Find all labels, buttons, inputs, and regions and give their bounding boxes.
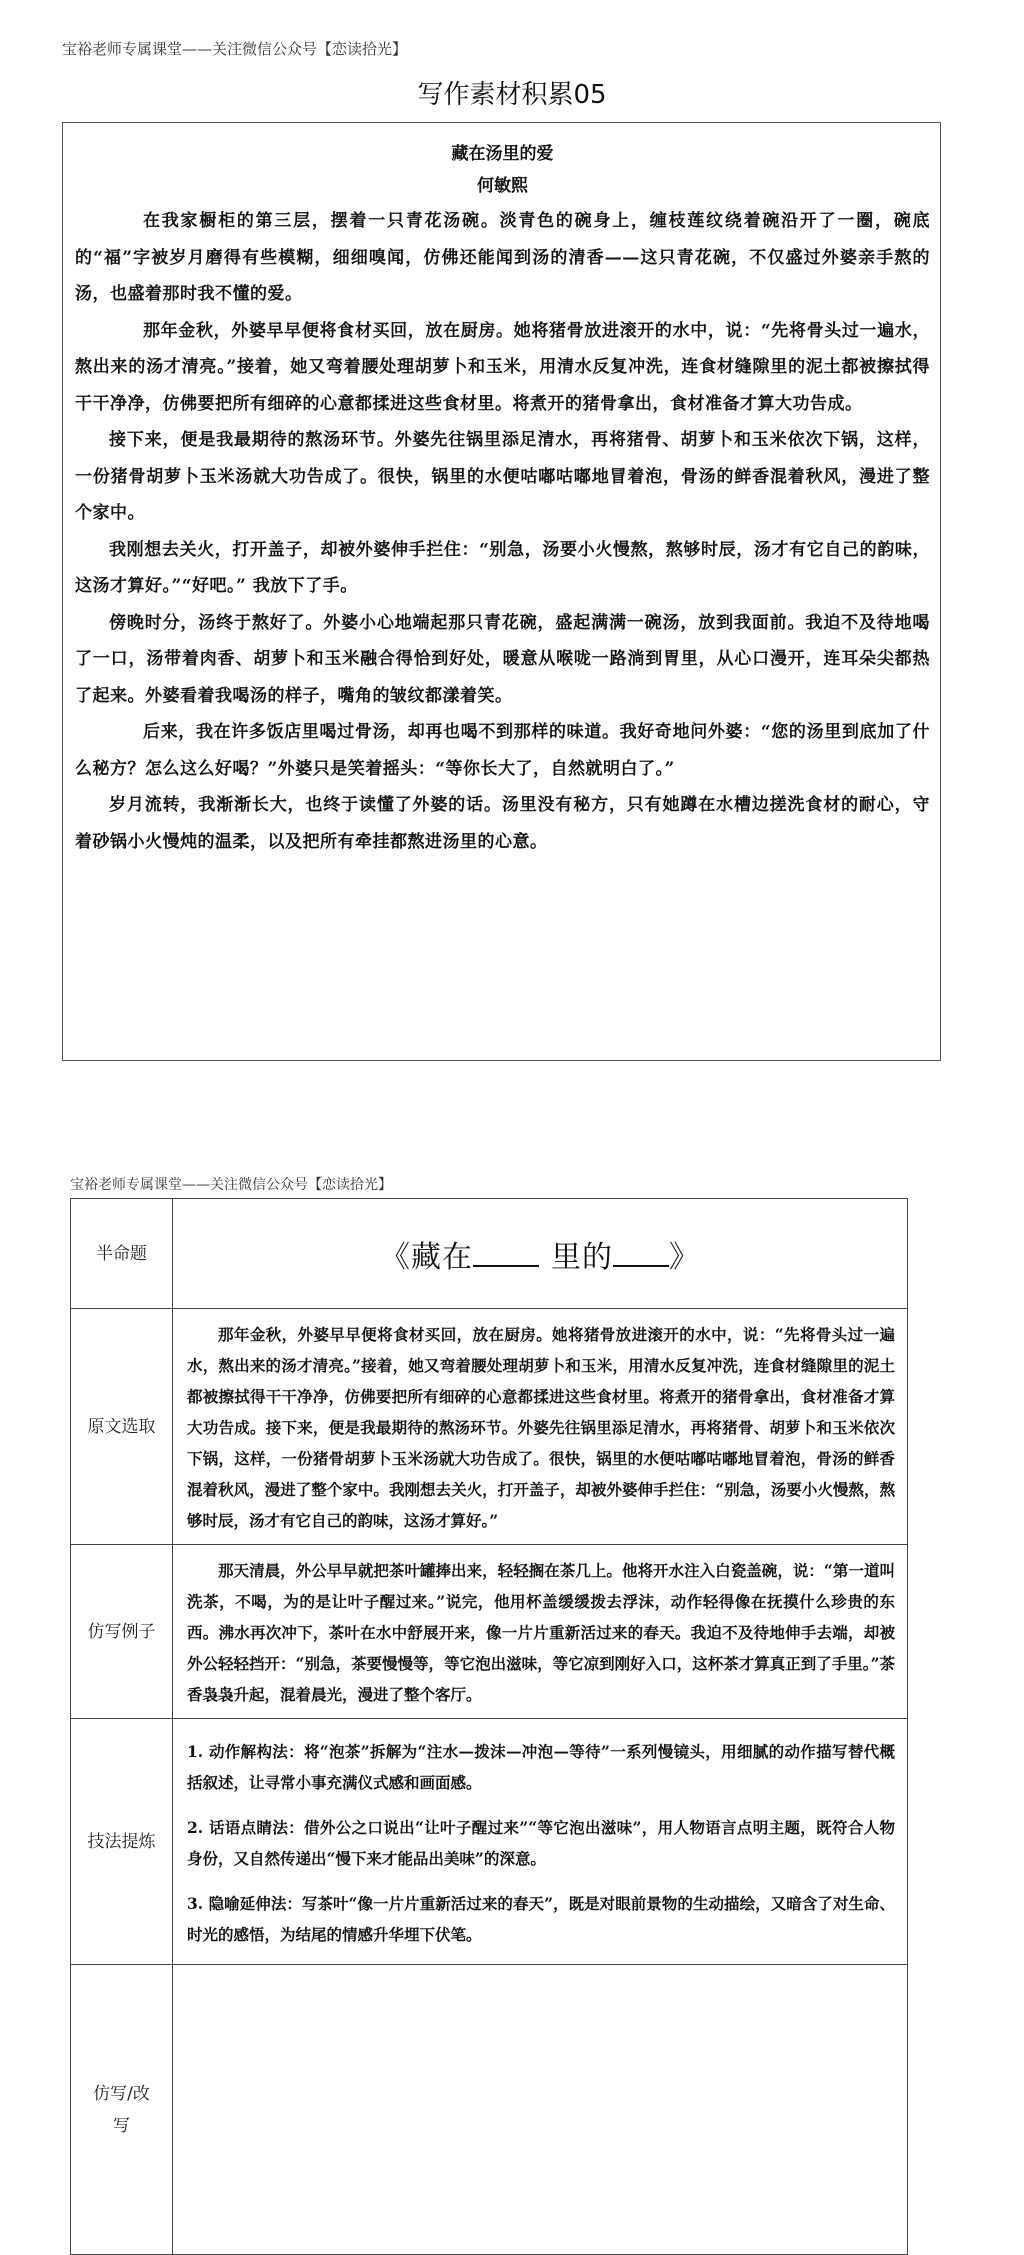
- essay-paragraph: 那年金秋，外婆早早便将食材买回，放在厨房。她将猪骨放进滚开的水中，说：“先将骨头过一遍水，熬出来的汤才清亮。”接着，她又弯着腰处理胡萝卜和玉米，用清水反复冲洗，连食材缝隙里的泥土都被擦拭得干干净净，仿佛要把所有细碎的心意都揉进这些食材里。将煮开的猪骨拿出，食材准备才算大功告成。: [75, 320, 930, 414]
- essay-paragraph: 在我家橱柜的第三层，摆着一只青花汤碗。淡青色的碗身上，缠枝莲纹绕着碗沿开了一圈，碗底的“福”字被岁月磨得有些模糊，细细嗅闻，仿佛还能闻到汤的清香——这只青花碗，不仅盛过外婆亲手熬的汤，也盛着那时我不懂的爱。: [75, 211, 930, 304]
- essay-paragraph: 岁月流转，我渐渐长大，也终于读懂了外婆的话。汤里没有秘方，只有她蹲在水槽边搓洗食材的耐心，守着砂锅小火慢炖的温柔，以及把所有牵挂都熬进汤里的心意。: [75, 795, 930, 852]
- essay-paragraph: 后来，我在许多饭店里喝过骨汤，却再也喝不到那样的味道。我好奇地问外婆：“您的汤里到底加了什么秘方？怎么这么好喝？”外婆只是笑着摇头：“等你长大了，自然就明白了。”: [75, 722, 930, 779]
- title-blank-2[interactable]: [613, 1264, 669, 1267]
- lesson-table: [70, 1198, 908, 2255]
- technique-item: 1. 动作解构法：将“泡茶”拆解为“注水—拨沫—冲泡—等待”一系列慢镜头，用细腻的动作描写替代概括叙述，让寻常小事充满仪式感和画面感。: [187, 1741, 895, 1792]
- row-label: 半命题: [71, 1199, 173, 1309]
- essay-box: [62, 122, 941, 1061]
- technique-item: 3. 隐喻延伸法：写茶叶“像一片片重新活过来的春天”，既是对眼前景物的生动描绘，又暗含了对生命、时光的感悟，为结尾的情感升华埋下伏笔。: [187, 1893, 895, 1944]
- row-label: 技法提炼: [71, 1719, 173, 1965]
- essay-paragraph: 傍晚时分，汤终于熬好了。外婆小心地端起那只青花碗，盛起满满一碗汤，放到我面前。我迫不及待地喝了一口，汤带着肉香、胡萝卜和玉米融合得恰到好处，暖意从喉咙一路淌到胃里，从心口漫开，连耳朵尖都热了起来。外婆看着我喝汤的样子，嘴角的皱纹都漾着笑。: [75, 612, 930, 706]
- table-row: [71, 1719, 908, 1965]
- row-label: 仿写例子: [71, 1545, 173, 1719]
- page-header: 宝裕老师专属课堂——关注微信公众号【恋读拾光】: [62, 40, 408, 58]
- essay-paragraph: 我刚想去关火，打开盖子，却被外婆伸手拦住：“别急，汤要小火慢熬，熬够时辰，汤才有它自己的韵味，这汤才算好。”“好吧。” 我放下了手。: [75, 539, 930, 596]
- half-title-open: 《藏在: [380, 1239, 473, 1275]
- table-row: [71, 1309, 908, 1545]
- half-title-mid: 里的: [551, 1239, 613, 1275]
- writing-area[interactable]: [173, 1965, 908, 2255]
- essay-title: 藏在汤里的爱: [451, 144, 554, 164]
- original-excerpt: 那年金秋，外婆早早便将食材买回，放在厨房。她将猪骨放进滚开的水中，说：“先将骨头过一遍水，熬出来的汤才清亮。”接着，她又弯着腰处理胡萝卜和玉米，用清水反复冲洗，连食材缝隙里的泥土都被擦拭得干干净净，仿佛要把所有细碎的心意都揉进这些食材里。将煮开的猪骨拿出，食材准备才算大功告成。接下来，便是我最期待的熬汤环节。外婆先往锅里添足清水，再将猪骨、胡萝卜和玉米依次下锅，这样，一份猪骨胡萝卜玉米汤就大功告成了。很快，锅里的水便咕嘟咕嘟地冒着泡，骨汤的鲜香混着秋风，漫进了整个家中。我刚想去关火，打开盖子，却被外婆伸手拦住：“别急，汤要小火慢熬，熬够时辰，汤才有它自己的韵味，这汤才算好。”: [173, 1309, 908, 1545]
- technique-list: [173, 1719, 908, 1965]
- half-title-close: 》: [669, 1239, 700, 1275]
- title-blank-1[interactable]: [473, 1264, 539, 1267]
- table-row: [71, 1965, 908, 2255]
- essay-author: 何敏熙: [477, 176, 528, 196]
- row-label: 仿写/改写: [71, 1965, 173, 2255]
- document-title: 写作素材积累05: [417, 80, 607, 110]
- technique-item: 2. 话语点睛法：借外公之口说出“让叶子醒过来”“等它泡出滋味”，用人物语言点明主题，既符合人物身份，又自然传递出“慢下来才能品出美味”的深意。: [187, 1817, 895, 1868]
- half-title-cell: [173, 1199, 908, 1309]
- imitation-example: 那天清晨，外公早早就把茶叶罐捧出来，轻轻搁在茶几上。他将开水注入白瓷盖碗，说：“第一道叫洗茶，不喝，为的是让叶子醒过来。”说完，他用杯盖缓缓拨去浮沫，动作轻得像在抚摸什么珍贵的东西。沸水再次冲下，茶叶在水中舒展开来，像一片片重新活过来的春天。我迫不及待地伸手去端，却被外公轻轻挡开：“别急，茶要慢慢等，等它泡出滋味，等它凉到刚好入口，这杯茶才算真正到了手里。”茶香袅袅升起，混着晨光，漫进了整个客厅。: [173, 1545, 908, 1719]
- page-header-2: 宝裕老师专属课堂——关注微信公众号【恋读拾光】: [70, 1177, 392, 1193]
- table-row: [71, 1199, 908, 1309]
- row-label: 原文选取: [71, 1309, 173, 1545]
- table-row: [71, 1545, 908, 1719]
- essay-paragraph: 接下来，便是我最期待的熬汤环节。外婆先往锅里添足清水，再将猪骨、胡萝卜和玉米依次下锅，这样，一份猪骨胡萝卜玉米汤就大功告成了。很快，锅里的水便咕嘟咕嘟地冒着泡，骨汤的鲜香混着秋风，漫进了整个家中。: [75, 430, 930, 523]
